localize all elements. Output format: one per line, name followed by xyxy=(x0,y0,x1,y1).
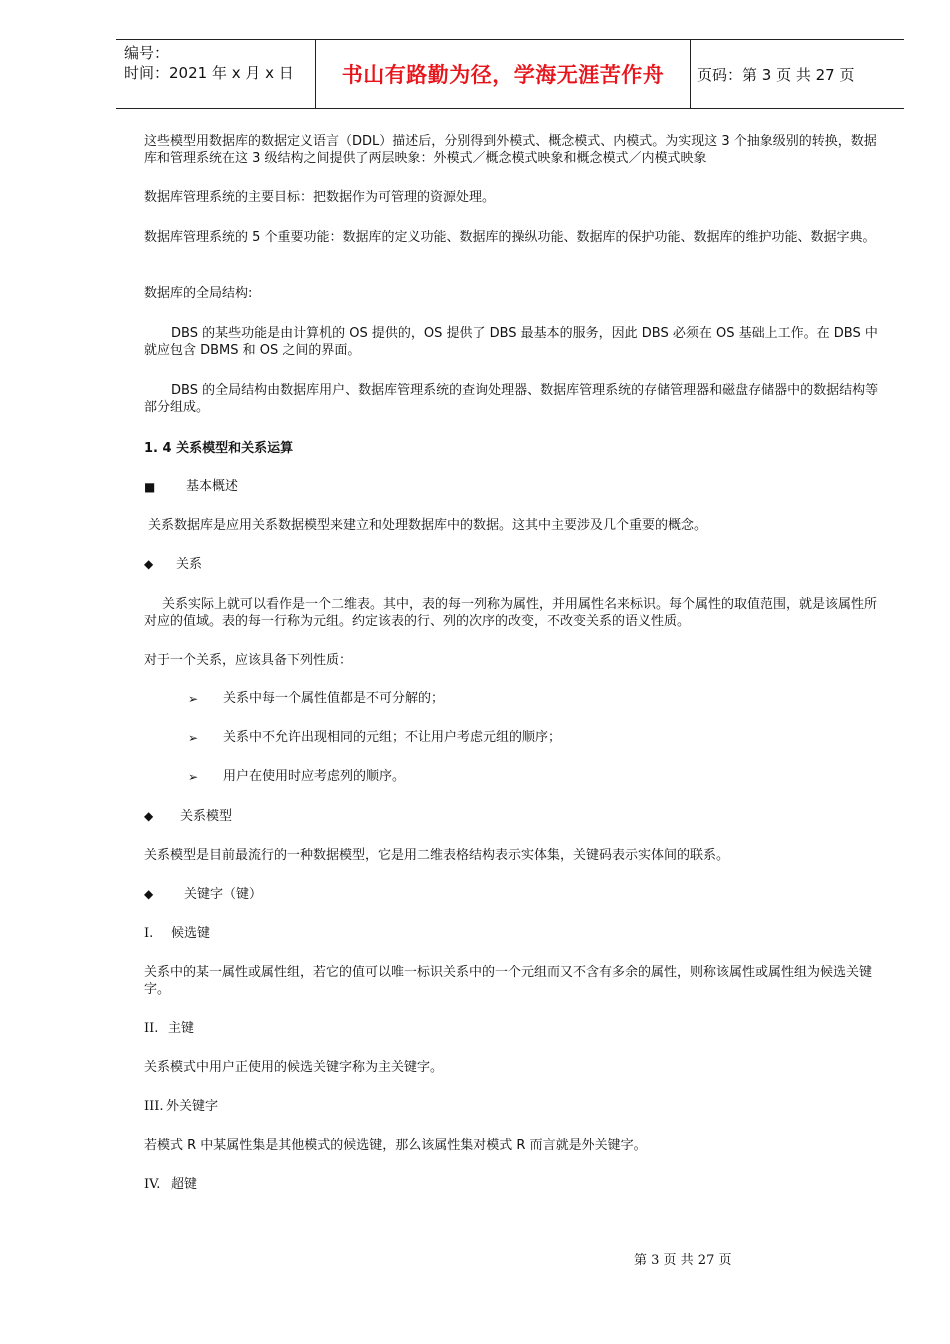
list-item: 用户在使用时应考虑列的顺序。 xyxy=(223,769,406,784)
roman-numeral: III. xyxy=(144,1099,164,1114)
paragraph-dbs-structure: DBS 的全局结构由数据库用户、数据库管理系统的查询处理器、数据库管理系统的存储管理器和磁盘存储器中的数据结构等部分组成。 xyxy=(144,383,879,415)
section-heading: 1. 4 关系模型和关系运算 xyxy=(144,441,294,456)
super-key-heading: 超键 xyxy=(171,1177,198,1192)
foreign-key-heading: 外关键字 xyxy=(166,1099,219,1114)
relation-heading: 关系 xyxy=(176,557,203,572)
roman-numeral: I. xyxy=(144,926,154,941)
time-label: 时间：2021 年 x 月 x 日 xyxy=(124,64,294,82)
paragraph-schema-mapping: 这些模型用数据库的数据定义语言（DDL）描述后，分别得到外模式、概念模式、内模式。为实现这 3 个抽象级别的转换，数据库和管理系统在这 3 级结构之间提供了两层映象：外模式／概念模式映象和概念模式／内模式映象 xyxy=(144,134,877,166)
paragraph-relation-def: 关系实际上就可以看作是一个二维表。其中，表的每一列称为属性，并用属性名来标识。每个属性的取值范围，就是该属性所对应的值域。表的每一行称为元组。约定该表的行、列的次序的改变，不改变关系的语义性质。 xyxy=(144,597,878,629)
roman-numeral: II. xyxy=(144,1021,159,1036)
page-footer: 第 3 页 共 27 页 xyxy=(634,1253,732,1268)
list-item: 关系中每一个属性值都是不可分解的； xyxy=(223,691,445,706)
paragraph-global-structure-title: 数据库的全局结构: xyxy=(144,286,253,301)
list-item: 关系中不允许出现相同的元组；不让用户考虑元组的顺序； xyxy=(223,730,562,745)
paragraph-dbs-os: DBS 的某些功能是由计算机的 OS 提供的，OS 提供了 DBS 最基本的服务，因此 DBS 必须在 OS 基础上工作。在 DBS 中就应包含 DBMS 和 OS 之间的界面。 xyxy=(144,326,878,358)
diamond-bullet-icon: ◆ xyxy=(144,557,154,571)
header-motto-cell xyxy=(315,40,691,108)
diamond-bullet-icon: ◆ xyxy=(144,809,154,823)
paragraph-candidate-key: 关系中的某一属性或属性组，若它的值可以唯一标识关系中的一个元组而又不含有多余的属性，则称该属性或属性组为候选关键字。 xyxy=(144,965,873,997)
paragraph-foreign-key: 若模式 R 中某属性集是其他模式的候选键，那么该属性集对模式 R 而言就是外关键字。 xyxy=(144,1138,647,1153)
paragraph-dbms-functions: 数据库管理系统的 5 个重要功能：数据库的定义功能、数据库的操纵功能、数据库的保护功能、数据库的维护功能、数据字典。 xyxy=(144,230,876,245)
keyword-heading: 关键字（键） xyxy=(184,887,263,902)
paragraph-dbms-goal: 数据库管理系统的主要目标：把数据作为可管理的资源处理。 xyxy=(144,190,496,205)
primary-key-heading: 主键 xyxy=(168,1021,195,1036)
relation-model-heading: 关系模型 xyxy=(180,809,233,824)
serial-label: 编号： xyxy=(124,44,170,62)
square-bullet-icon: ■ xyxy=(144,480,156,494)
arrow-bullet-icon: ➢ xyxy=(188,731,199,745)
paragraph-relation-props: 对于一个关系，应该具备下列性质： xyxy=(144,653,353,668)
paragraph-primary-key: 关系模式中用户正使用的候选关键字称为主关键字。 xyxy=(144,1060,444,1075)
roman-numeral: IV. xyxy=(144,1177,161,1192)
paragraph-relation-model: 关系模型是目前最流行的一种数据模型，它是用二维表格结构表示实体集，关键码表示实体间的联系。 xyxy=(144,848,730,863)
paragraph-relational-db: 关系数据库是应用关系数据模型来建立和处理数据库中的数据。这其中主要涉及几个重要的概念。 xyxy=(148,518,708,533)
header-meta-cell xyxy=(116,40,315,108)
page-info: 页码：第 3 页 共 27 页 xyxy=(697,65,855,84)
header-page-cell xyxy=(689,40,904,108)
basic-concepts-heading: 基本概述 xyxy=(186,479,239,494)
arrow-bullet-icon: ➢ xyxy=(188,770,199,784)
arrow-bullet-icon: ➢ xyxy=(188,692,199,706)
candidate-key-heading: 候选键 xyxy=(171,926,211,941)
motto: 书山有路勤为径，学海无涯苦作舟 xyxy=(341,63,665,87)
page-header xyxy=(116,39,904,109)
diamond-bullet-icon: ◆ xyxy=(144,887,154,901)
